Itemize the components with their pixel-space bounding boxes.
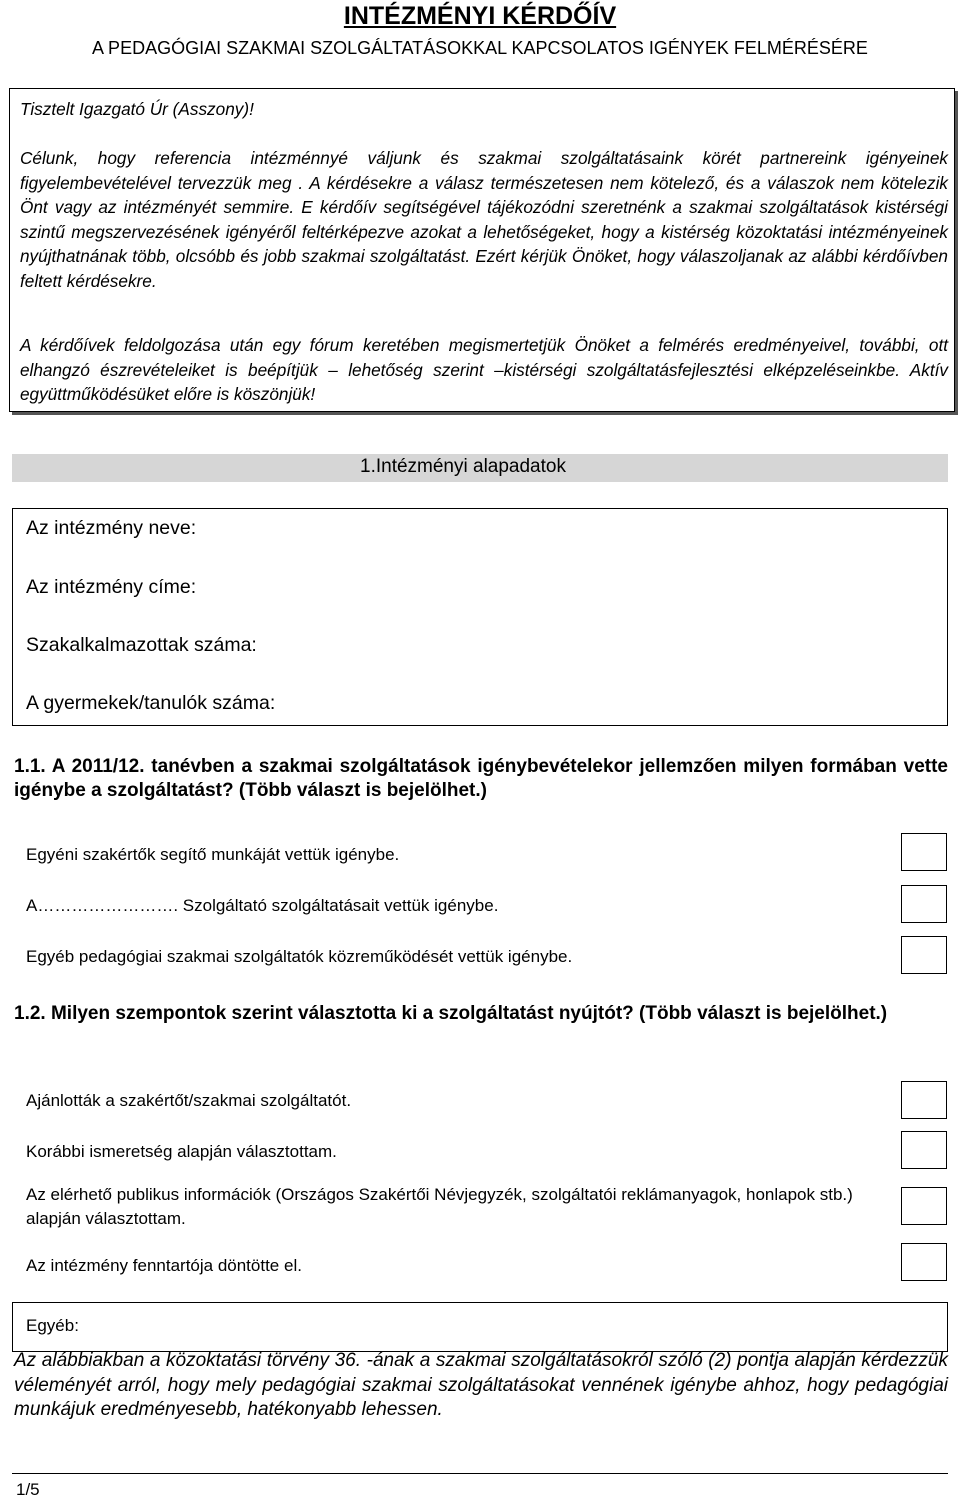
q1-2-option-label: Korábbi ismeretség alapján választottam. xyxy=(26,1142,337,1161)
q1-2-option-label: Az elérhető publikus információk (Országos Szakértői Névjegyzék, szolgáltatói reklámanyagok, honlapok stb.) alapján választottam. xyxy=(26,1185,853,1228)
salutation: Tisztelt Igazgató Úr (Asszony)! xyxy=(20,99,254,119)
page-number: 1/5 xyxy=(16,1480,40,1499)
q1-1-option-label: Egyéb pedagógiai szakmai szolgáltatók közreműködését vettük igénybe. xyxy=(26,947,573,966)
student-count-field[interactable]: A gyermekek/tanulók száma: xyxy=(26,692,276,714)
other-answer-label: Egyéb: xyxy=(26,1316,79,1335)
intro-paragraph-2: A kérdőívek feldolgozása után egy fórum keretében megismertetjük Önöket a felmérés eredményeivel, további, ott elhangzó észrevételeiket is beépítjük – lehetőség szerint –kistérségi szolgáltatásfejlesztési elképzeléseinkbe. Aktív együttműködésüket előre is köszönjük! xyxy=(20,335,948,404)
institution-name-field[interactable]: Az intézmény neve: xyxy=(26,517,197,539)
q1-1-option-label: A……………………. Szolgáltató szolgáltatásait vettük igénybe. xyxy=(26,896,499,915)
document-subtitle: A PEDAGÓGIAI SZAKMAI SZOLGÁLTATÁSOKKAL KAPCSOLATOS IGÉNYEK FELMÉRÉSÉRE xyxy=(92,38,868,58)
question-1-2: 1.2. Milyen szempontok szerint választotta ki a szolgáltatást nyújtót? (Több választ is bejelölhet.) xyxy=(14,1003,888,1024)
q1-2-option-1-checkbox[interactable] xyxy=(901,1081,947,1119)
q1-1-option-1-checkbox[interactable] xyxy=(901,833,947,871)
intro-paragraph-1: Célunk, hogy referencia intézménnyé váljunk és szakmai szolgáltatásaink körét partnereink igényeinek figyelembevételével tervezzük meg . A kérdésekre a válasz természetesen nem kötelező, és a válaszok nem kötelezik Önt vagy az intézményét semmire. E kérdőív segítségével tájékozódni szeretnénk a szakmai szolgáltatások kistérségi szintű megszervezésének igényéről feltérképezve azokat a lehetőségeket, hogy a kistérség közoktatási intézményeinek nyújthatnának több, olcsóbb és jobb szakmai szolgáltatást. Ezért kérjük Önöket, hogy válaszoljanak az alábbi kérdőívben feltett kérdésekre. xyxy=(20,148,948,291)
staff-count-field[interactable]: Szakalkalmazottak száma: xyxy=(26,634,257,656)
closing-paragraph: Az alábbiakban a közoktatási törvény 36. -ának a szakmai szolgáltatásokról szóló (2) pontja alapján kérdezzük véleményét arról, hogy mely pedagógiai szakmai szolgáltatásokat vennének igénybe ahhoz, hogy pedagógiai munkájuk eredményesebb, hatékonyabb lehessen. xyxy=(14,1350,948,1420)
q1-1-option-label: Egyéni szakértők segítő munkáját vettük igénybe. xyxy=(26,845,400,864)
q1-2-option-3-checkbox[interactable] xyxy=(901,1187,947,1225)
q1-1-option-2-checkbox[interactable] xyxy=(901,885,947,923)
q1-2-option-label: Ajánlották a szakértőt/szakmai szolgáltatót. xyxy=(26,1091,352,1110)
q1-2-option-label: Az intézmény fenntartója döntötte el. xyxy=(26,1256,302,1275)
q1-2-option-2-checkbox[interactable] xyxy=(901,1131,947,1169)
document-title: INTÉZMÉNYI KÉRDŐÍV xyxy=(343,2,617,30)
other-answer-box[interactable] xyxy=(12,1302,948,1352)
q1-2-option-4-checkbox[interactable] xyxy=(901,1243,947,1281)
footer-divider xyxy=(12,1473,948,1474)
q1-1-option-3-checkbox[interactable] xyxy=(901,936,947,974)
institution-address-field[interactable]: Az intézmény címe: xyxy=(26,576,197,598)
section-title: 1.Intézményi alapadatok xyxy=(360,456,566,477)
question-1-1: 1.1. A 2011/12. tanévben a szakmai szolgáltatások igénybevételekor jellemzően milyen formában vette igénybe a szolgáltatást? (Több választ is bejelölhet.) xyxy=(14,756,948,801)
